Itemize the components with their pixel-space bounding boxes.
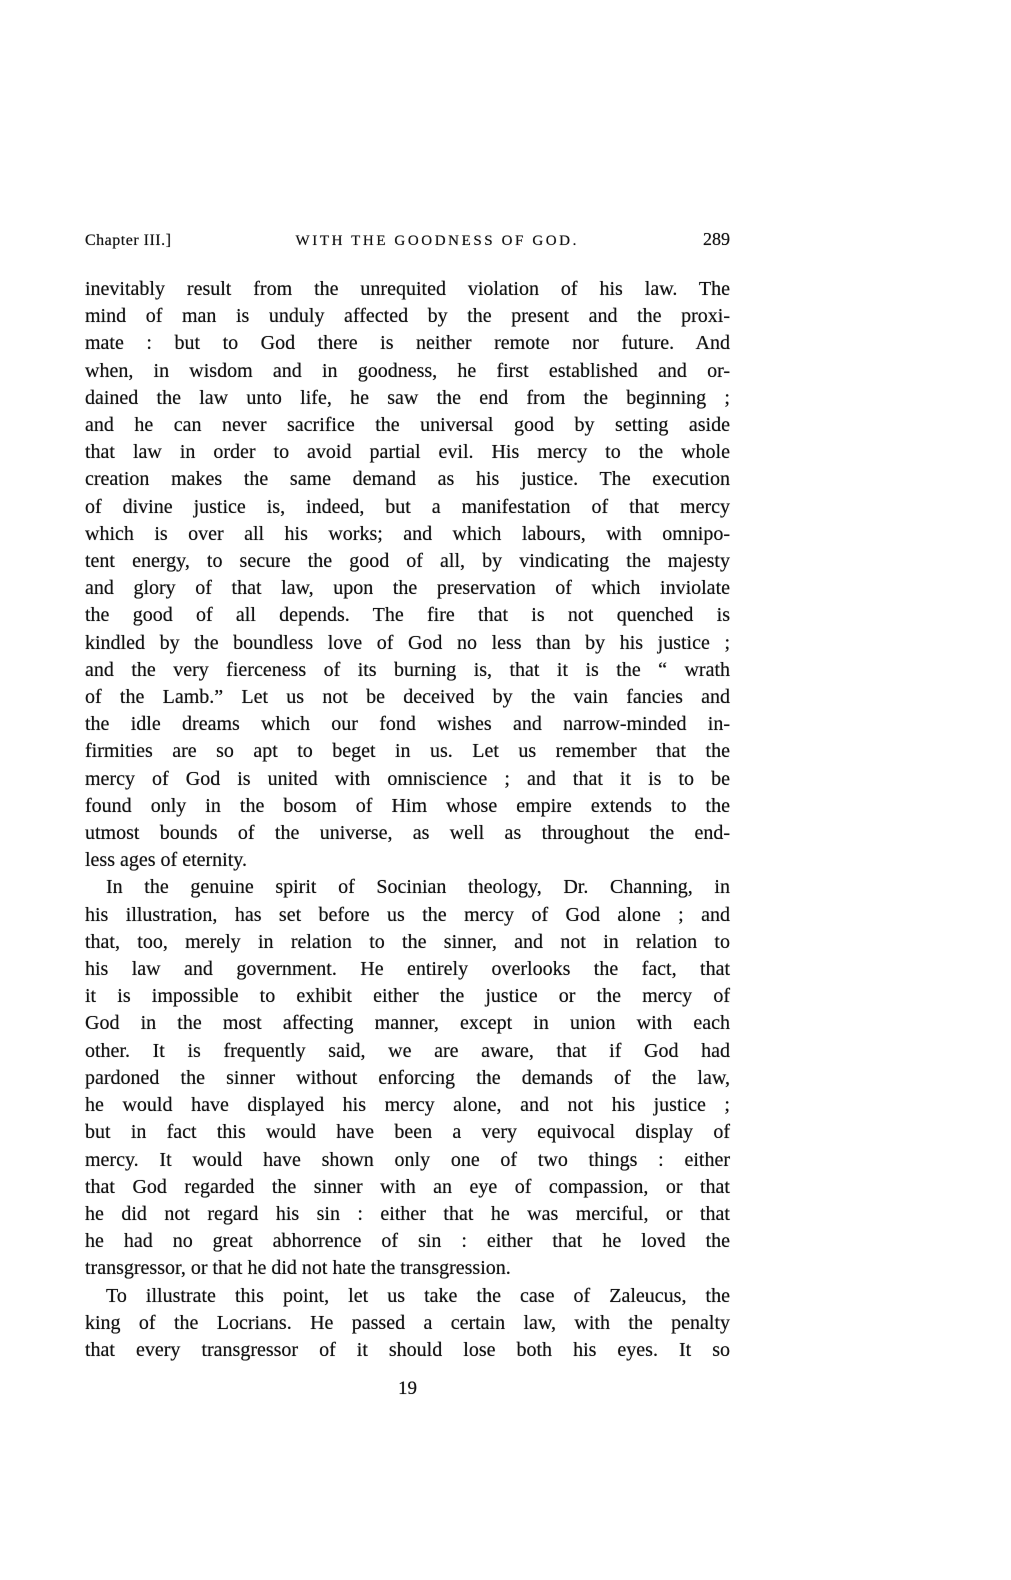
text-line: and the very fierceness of its burning is, that it is the “ wrath (85, 658, 730, 681)
text-line: dained the law unto life, he saw the end from the beginning ; (85, 386, 730, 409)
text-line: inevitably result from the unrequited violation of his law. The (85, 278, 730, 300)
text-line: In the genuine spirit of Socinian theology, Dr. Channing, in (106, 876, 730, 899)
text-line: and glory of that law, upon the preservation of which inviolate (85, 577, 730, 600)
paragraph (85, 874, 730, 1282)
page-footer (85, 1378, 730, 1400)
text-line: which is over all his works; and which labours, with omnipo- (85, 522, 730, 545)
text-line: mercy. It would have shown only one of two things : either (85, 1148, 730, 1171)
text-line: other. It is frequently said, we are aware, that if God had (85, 1039, 730, 1062)
text-line: transgressor, or that he did not hate the transgression. (85, 1257, 511, 1280)
text-line: mercy of God is united with omniscience ; and that it is to be (85, 767, 730, 790)
text-line: he had no great abhorrence of sin : either that he loved the (85, 1230, 730, 1253)
text-line: it is impossible to exhibit either the justice or the mercy of (85, 985, 730, 1008)
signature-mark: 19 (398, 1378, 417, 1399)
text-line: his illustration, has set before us the mercy of God alone ; and (85, 903, 730, 926)
text-line: kindled by the boundless love of God no less than by his justice ; (85, 631, 730, 654)
text-line: of the Lamb.” Let us not be deceived by the vain fancies and (85, 686, 730, 709)
text-line: mate : but to God there is neither remote nor future. And (85, 332, 730, 355)
text-line: creation makes the same demand as his justice. The execution (85, 468, 730, 491)
page-body (85, 276, 730, 1364)
text-line: found only in the bosom of Him whose empire extends to the (85, 794, 730, 817)
text-line: that law in order to avoid partial evil. His mercy to the whole (85, 441, 730, 464)
text-line: firmities are so apt to beget in us. Let us remember that the (85, 740, 730, 763)
text-line: that, too, merely in relation to the sinner, and not in relation to (85, 930, 730, 953)
running-header (85, 229, 730, 250)
text-line: he would have displayed his mercy alone, and not his justice ; (85, 1094, 730, 1117)
text-line: less ages of eternity. (85, 849, 247, 872)
text-line: of divine justice is, indeed, but a manifestation of that mercy (85, 495, 730, 518)
text-line: utmost bounds of the universe, as well as throughout the end- (85, 822, 730, 845)
paragraph (85, 1283, 730, 1365)
text-line: that every transgressor of it should lose both his eyes. It so (85, 1338, 730, 1361)
text-line: To illustrate this point, let us take the case of Zaleucus, the (106, 1284, 730, 1307)
text-line: but in fact this would have been a very equivocal display of (85, 1121, 730, 1144)
text-line: and he can never sacrifice the universal good by setting aside (85, 414, 730, 437)
text-line: his law and government. He entirely overlooks the fact, that (85, 958, 730, 981)
text-line: that God regarded the sinner with an eye of compassion, or that (85, 1175, 730, 1198)
running-title: WITH THE GOODNESS OF GOD. (295, 233, 579, 249)
text-line: the idle dreams which our fond wishes and narrow-minded in- (85, 713, 730, 736)
text-line: pardoned the sinner without enforcing the demands of the law, (85, 1066, 730, 1089)
text-line: mind of man is unduly affected by the present and the proxi- (85, 305, 730, 328)
text-line: he did not regard his sin : either that he was merciful, or that (85, 1202, 730, 1225)
paragraph (85, 276, 730, 874)
text-line: tent energy, to secure the good of all, by vindicating the majesty (85, 550, 730, 573)
page-number: 289 (703, 229, 730, 249)
text-line: king of the Locrians. He passed a certain law, with the penalty (85, 1311, 730, 1334)
chapter-label: Chapter III.] (85, 232, 172, 249)
text-line: God in the most affecting manner, except in union with each (85, 1012, 730, 1035)
text-line: the good of all depends. The fire that is not quenched is (85, 604, 730, 627)
text-line: when, in wisdom and in goodness, he first established and or- (85, 359, 730, 382)
